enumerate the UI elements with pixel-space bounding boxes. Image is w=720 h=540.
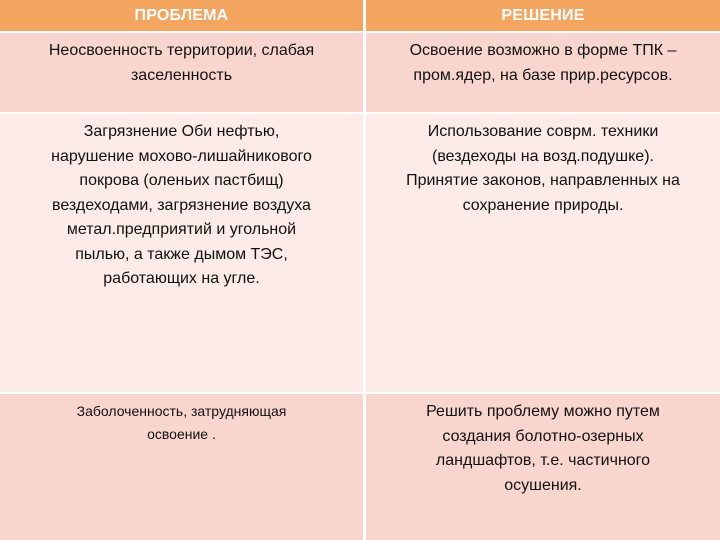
row-2-problem-line-4: вездеходами, загрязнение воздуха xyxy=(52,196,311,214)
row-3-solution-cell xyxy=(366,394,720,540)
header-solution: РЕШЕНИЕ xyxy=(366,0,720,31)
row-3-solution-line-2: создания болотно-озерных xyxy=(442,427,644,445)
row-3-solution-line-3: ландшафтов, т.е. частичного xyxy=(435,452,651,469)
row-2-problem-line-5: метал.предприятий и угольной xyxy=(66,221,297,238)
row-1-problem-line-1: Неосвоенность территории, слабая xyxy=(48,42,315,59)
row-2-problem-line-2: нарушение мохово-лишайникового xyxy=(51,147,312,165)
row-3-solution-line-4: осушения. xyxy=(504,476,582,494)
row-2-problem-line-6: пылью, а также дымом ТЭС, xyxy=(75,245,288,263)
header-problem: ПРОБЛЕМА xyxy=(0,0,363,31)
row-1-solution-line-1: Освоение возможно в форме ТПК – xyxy=(409,42,677,59)
row-2-problem-line-7: работающих на угле. xyxy=(103,270,260,287)
row-2-solution-cell xyxy=(366,114,720,392)
row-1-solution-cell xyxy=(366,33,720,112)
row-2-solution-line-1: Использование соврм. техники xyxy=(427,123,659,140)
row-2-solution-line-3: Принятие законов, направленных на xyxy=(406,172,680,189)
row-3-solution-line-1: Решить проблему можно путем xyxy=(426,403,660,420)
row-1-problem-line-2: заселенность xyxy=(130,66,233,84)
row-1-solution-line-2: пром.ядер, на базе прир.ресурсов. xyxy=(413,66,673,84)
row-2-problem-line-3: покрова (оленьих пастбищ) xyxy=(79,172,284,189)
row-2-problem-line-1: Загрязнение Оби нефтью, xyxy=(83,123,280,140)
row-2-solution-line-4: сохранение природы. xyxy=(462,196,624,214)
row-1-problem-cell xyxy=(0,33,363,112)
row-3-problem-cell xyxy=(0,394,363,540)
row-2-problem-cell xyxy=(0,114,363,392)
row-3-problem-line-2: освоение . xyxy=(147,426,216,442)
row-3-problem-line-1: Заболоченность, затрудняющая xyxy=(76,403,287,419)
row-2-solution-line-2: (вездеходы на возд.подушке). xyxy=(432,147,654,165)
